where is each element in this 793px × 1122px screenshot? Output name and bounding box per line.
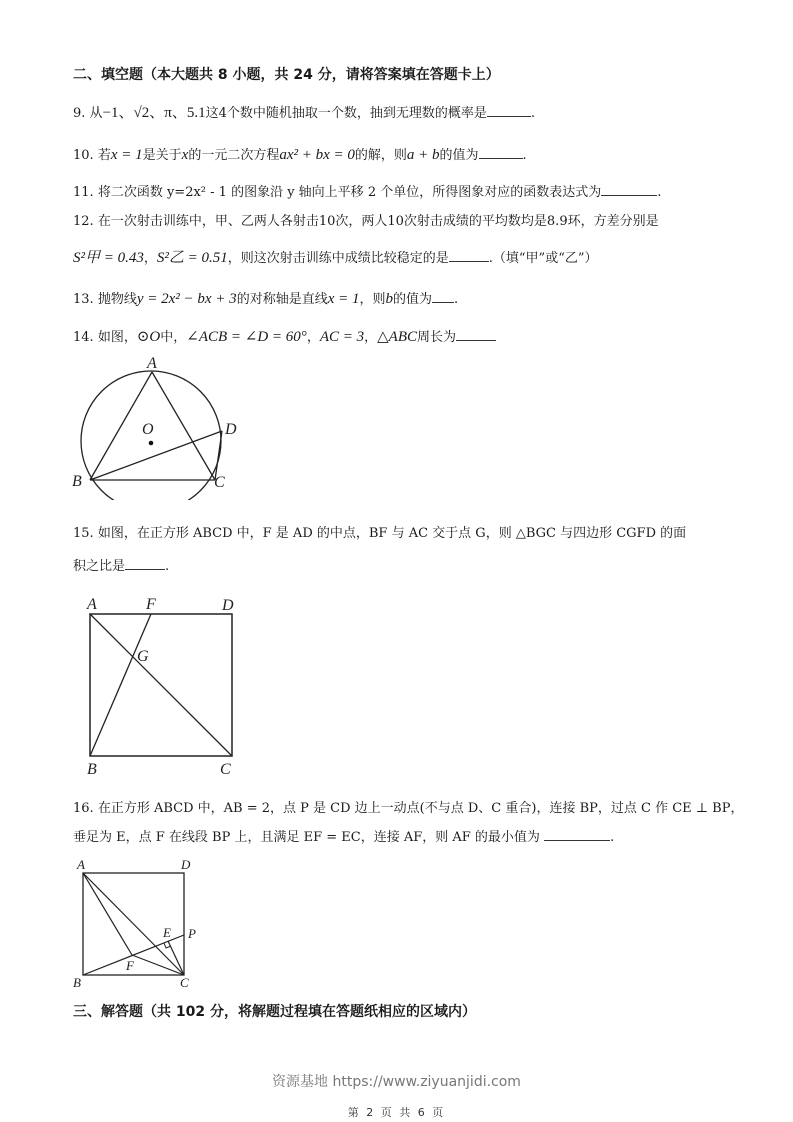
question-text: 将二次函数 y=2x² - 1 的图象沿 y 轴向上平移 2 个单位，所得图象对应的函数表达式为: [97, 185, 602, 200]
question-text: 的值为: [439, 148, 479, 163]
label-f: F: [126, 958, 134, 973]
answer-hint: .（填“甲”或“乙”）: [488, 251, 598, 266]
math-expression: a + b: [406, 147, 440, 163]
period: .: [165, 559, 170, 574]
math-triangle: △ABC: [377, 329, 418, 345]
section-heading-solutions: 三、解答题（共 102 分，将解题过程填在答题纸相应的区域内）: [73, 1004, 476, 1020]
period: .: [657, 185, 662, 200]
period: .: [454, 292, 459, 307]
question-text: 如图，: [97, 330, 137, 345]
question-14: [73, 328, 496, 347]
question-12-line-1: [73, 213, 659, 231]
question-10: [73, 146, 527, 165]
period: .: [522, 148, 527, 163]
section-heading-fill-in: 二、填空题（本大题共 8 小题，共 24 分，请将答案填在答题卡上）: [73, 67, 500, 83]
question-number: 13.: [73, 292, 94, 307]
question-11: [73, 183, 661, 202]
question-9: [73, 104, 535, 123]
separator: ，: [364, 330, 378, 345]
question-number: 9.: [73, 106, 86, 121]
math-axis: x = 1: [327, 291, 360, 307]
answer-blank[interactable]: [479, 146, 523, 159]
question-12-line-2: S²甲 = 0.43，S²乙 = 0.51，则这次射击训练中成绩比较稳定的是 .（填“甲”或“乙”）: [73, 250, 598, 266]
label-p: P: [188, 926, 196, 941]
question-text: 周长为: [417, 330, 457, 345]
label-d: D: [222, 597, 234, 614]
question-15-line-1: [73, 525, 686, 543]
figure-16-square: [65, 855, 215, 990]
figure-15-square: [80, 590, 250, 780]
question-number: 12.: [73, 214, 94, 229]
watermark-link: 资源基地 https://www.ziyuanjidi.com: [272, 1074, 521, 1090]
segment-af: [83, 873, 132, 955]
question-number: 16.: [73, 801, 94, 816]
variance-jia: S²甲 = 0.43: [73, 250, 144, 266]
label-c: C: [180, 975, 189, 990]
math-angle: ∠ACB = ∠D = 60°: [186, 329, 307, 345]
question-text: 这4个数中随机抽取一个数，抽到无理数的概率是: [205, 106, 487, 121]
segment-dc: [215, 431, 222, 480]
question-text: 中，: [160, 330, 187, 345]
question-text: 如图，在正方形 ABCD 中，F 是 AD 的中点，BF 与 AC 交于点 G，则 △BGC 与四边形 CGFD 的面: [97, 526, 687, 541]
math-equation: ax² + bx = 0: [279, 147, 355, 163]
figure-14-circle-triangle: [65, 350, 255, 500]
label-a: A: [77, 857, 85, 872]
label-b: B: [72, 473, 82, 490]
label-c: C: [214, 474, 225, 491]
question-text: 从: [89, 106, 103, 121]
label-b: B: [87, 761, 97, 778]
math-equation: y = 2x² − bx + 3: [136, 291, 237, 307]
answer-blank[interactable]: [432, 290, 454, 303]
question-text: 的值为: [393, 292, 433, 307]
question-text: ，则: [359, 292, 386, 307]
label-a: A: [147, 355, 157, 372]
question-text: 抛物线: [97, 292, 137, 307]
question-text: 是关于: [142, 148, 182, 163]
segment-ac: [152, 372, 215, 480]
label-d: D: [225, 421, 237, 438]
question-16-line-1: [73, 800, 743, 818]
question-text: 垂足为 E，点 F 在线段 BP 上，且满足 EF = EC，连接 AF，则 AF 的最小值为: [73, 830, 540, 845]
answer-blank[interactable]: [601, 183, 657, 196]
label-o: O: [142, 421, 154, 438]
math-variable: x: [181, 147, 189, 163]
page-number: 第 2 页 共 6 页: [347, 1106, 446, 1119]
question-text: 的一元二次方程: [188, 148, 280, 163]
label-b: B: [73, 975, 81, 990]
separator: ，: [306, 330, 320, 345]
answer-blank[interactable]: [125, 557, 165, 570]
variance-yi: S²乙 = 0.51: [156, 250, 228, 266]
answer-blank[interactable]: [449, 249, 489, 262]
question-16-line-2: [73, 828, 614, 847]
answer-blank[interactable]: [487, 104, 531, 117]
question-text: 积之比是: [73, 559, 126, 574]
question-text: 的对称轴是直线: [236, 292, 328, 307]
question-15-line-2: [73, 557, 169, 576]
question-number: 14.: [73, 330, 94, 345]
math-circle: ⊙O: [136, 329, 161, 345]
period: .: [530, 106, 535, 121]
question-text: 的解，则: [354, 148, 407, 163]
label-e: E: [163, 925, 171, 940]
question-text: 在一次射击训练中，甲、乙两人各射击10次，两人10次射击成绩的平均数均是8.9环，方差分别是: [97, 214, 659, 229]
label-c: C: [220, 761, 231, 778]
segment-bd: [90, 431, 222, 480]
label-a: A: [87, 596, 97, 613]
number-list: −1、√2、π、5.1: [102, 105, 206, 121]
answer-blank[interactable]: [456, 328, 496, 341]
answer-blank[interactable]: [544, 828, 610, 841]
question-number: 11.: [73, 185, 94, 200]
question-text: 若: [97, 148, 111, 163]
math-condition: x = 1: [110, 147, 143, 163]
question-13: [73, 290, 458, 309]
label-f: F: [146, 596, 156, 613]
question-text: 在正方形 ABCD 中，AB = 2，点 P 是 CD 边上一动点(不与点 D、C 重合)，连接 BP，过点 C 作 CE ⊥ BP，: [97, 801, 744, 816]
diagonal-ac: [90, 614, 232, 756]
question-number: 10.: [73, 148, 94, 163]
period: .: [610, 830, 615, 845]
label-d: D: [181, 857, 191, 872]
math-variable: b: [385, 291, 393, 307]
question-number: 15.: [73, 526, 94, 541]
segment-bf: [90, 614, 151, 756]
question-text: ，则这次射击训练中成绩比较稳定的是: [227, 251, 449, 266]
center-point-o: [149, 441, 154, 446]
math-length: AC = 3: [319, 329, 365, 345]
label-g: G: [137, 648, 149, 665]
